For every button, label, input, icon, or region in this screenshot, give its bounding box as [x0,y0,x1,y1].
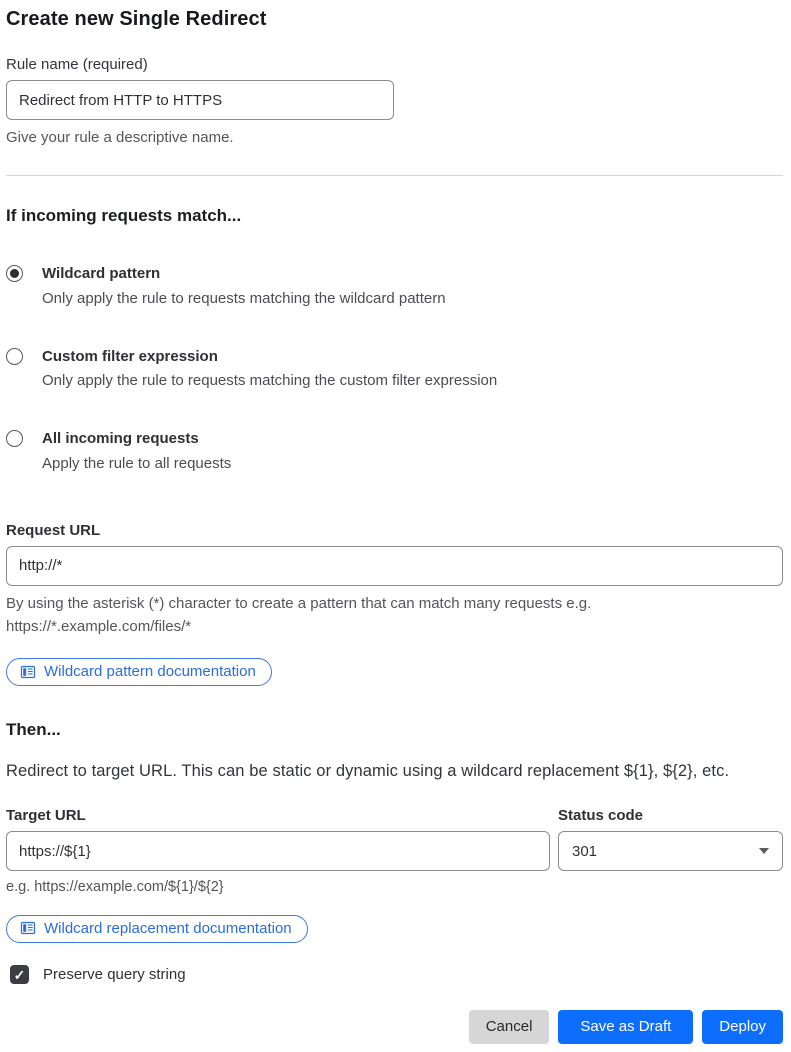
status-code-select[interactable] [558,831,783,871]
wildcard-pattern-docs-button[interactable] [6,658,272,686]
then-section-heading: Then... [6,720,61,740]
radio-option-text [42,264,446,309]
rule-name-label: Rule name (required) [6,56,148,73]
preserve-query-checkbox[interactable] [10,965,29,984]
radio-label: Custom filter expression [42,347,218,365]
wildcard-replacement-docs-button[interactable] [6,915,308,943]
radio-label: All incoming requests [42,430,199,448]
section-divider [6,175,783,176]
wildcard-pattern-radio[interactable] [6,265,23,282]
status-code-label: Status code [558,807,644,825]
target-url-column [6,807,550,898]
status-code-value: 301 [572,842,598,860]
target-url-row [6,807,783,898]
target-url-input[interactable] [6,831,550,871]
deploy-button[interactable]: Deploy [702,1010,783,1045]
save-as-draft-button[interactable]: Save as Draft [558,1010,693,1045]
chevron-down-icon [759,848,769,854]
radio-description: Only apply the rule to requests matching the custom filter expression [42,372,498,390]
form-actions [6,1010,783,1045]
rule-name-input[interactable] [6,80,394,120]
rule-name-help: Give your rule a descriptive name. [6,129,234,146]
page-title: Create new Single Redirect [6,8,267,30]
target-url-label: Target URL [6,807,86,825]
radio-label: Wildcard pattern [42,265,161,283]
radio-option-text [42,347,497,392]
radio-description: Only apply the rule to requests matching the wildcard pattern [42,289,446,307]
request-url-label: Request URL [6,521,101,539]
request-url-input[interactable] [6,546,783,586]
cancel-button[interactable]: Cancel [469,1010,550,1045]
preserve-query-row[interactable] [6,965,783,984]
radio-option-text [42,429,231,474]
match-section-heading: If incoming requests match... [6,206,242,226]
doc-button-label: Wildcard pattern documentation [44,663,256,681]
all-incoming-requests-radio[interactable] [6,430,23,447]
radio-option-wildcard-pattern[interactable] [6,264,783,309]
request-url-help: By using the asterisk (*) character to create a pattern that can match many requests e.g. https://*.example.com/files/* [6,594,592,635]
doc-button-label: Wildcard replacement documentation [44,919,292,937]
target-url-help: e.g. https://example.com/${1}/${2} [6,879,224,896]
radio-option-custom-filter-expression[interactable] [6,347,783,392]
radio-option-all-incoming-requests[interactable] [6,429,783,474]
book-icon [20,664,36,680]
preserve-query-label: Preserve query string [43,965,186,983]
book-icon [20,920,36,936]
status-code-column [558,807,783,898]
custom-filter-expression-radio[interactable] [6,348,23,365]
radio-description: Apply the rule to all requests [42,454,232,472]
then-section-description: Redirect to target URL. This can be static or dynamic using a wildcard replacement ${1}, ${2}, etc. [6,762,730,781]
